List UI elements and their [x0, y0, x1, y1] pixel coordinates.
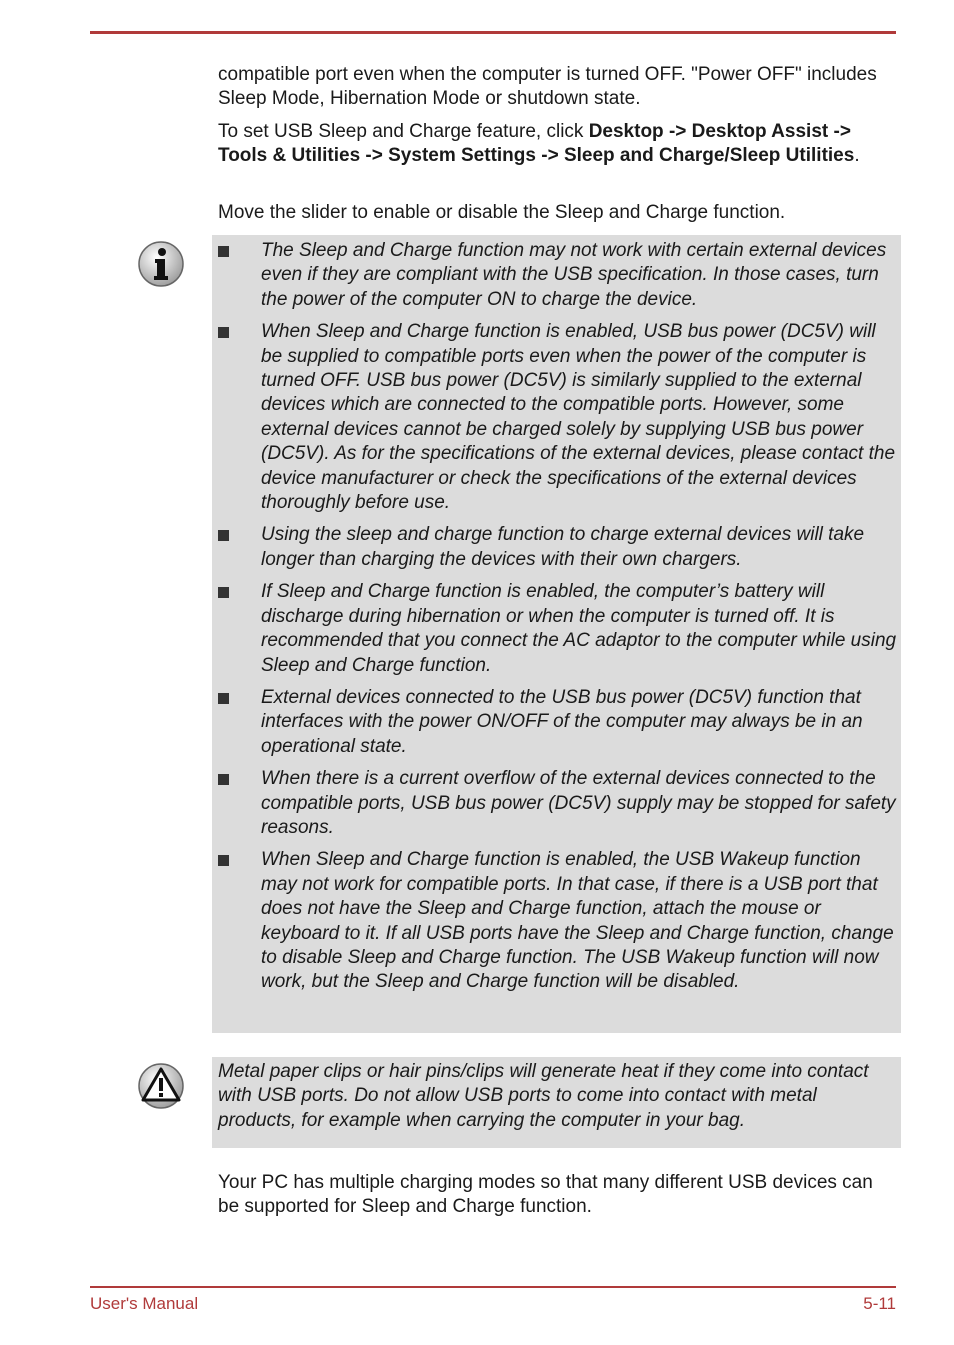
bullet-square-icon [218, 693, 229, 704]
footer-page-number: 5-11 [863, 1294, 896, 1313]
note-item-text: When Sleep and Charge function is enabled, USB bus power (DC5V) will be supplied to compatible ports even when the power of the computer is turned OFF. USB bus power (DC5V) is similarly supplied to the external devices which are connected to the compatible ports. However, some external devices cannot be charged solely by supplying USB bus power (DC5V). As for the specifications of the external devices, please contact the device manufacturer or check the specifications of the external devices thoroughly before use. [261, 321, 896, 514]
warning-text: Metal paper clips or hair pins/clips will generate heat if they come into contact with USB ports. Do not allow USB ports to come into contact with metal products, for example when carrying the computer in your bag. [218, 1061, 869, 1131]
note-item-text: If Sleep and Charge function is enabled, the computer’s battery will discharge during hibernation or when the computer is turned off. It is recommended that you connect the AC adaptor to the computer while using Sleep and Charge function. [261, 581, 897, 676]
note-item-text: When Sleep and Charge function is enabled, the USB Wakeup function may not work for compatible ports. In that case, if there is a USB port that does not have the Sleep and Charge function, attach the mouse or keyboard to it. If all USB ports have the Sleep and Charge function, change to disable Sleep and Charge function. The USB Wakeup function will now work, but the Sleep and Charge function will be disabled. [261, 849, 894, 993]
note-item-text: The Sleep and Charge function may not work with certain external devices even if they are compliant with the USB specification. In those cases, turn the power of the computer ON to charge the device. [261, 240, 887, 310]
list-item [212, 767, 901, 840]
note-item-text: Using the sleep and charge function to charge external devices will take longer than charging the devices with their own chargers. [261, 524, 865, 570]
settings-path-suffix: . [854, 145, 860, 167]
list-item [212, 686, 901, 759]
intro-paragraph: compatible port even when the computer is turned OFF. "Power OFF" includes Sleep Mode, Hibernation Mode or shutdown state. [218, 64, 877, 110]
warning-icon [137, 1062, 185, 1110]
bullet-square-icon [218, 327, 229, 338]
note-item-text: External devices connected to the USB bus power (DC5V) function that interfaces with the power ON/OFF of the computer may always be in an operational state. [261, 686, 863, 757]
list-item [212, 239, 901, 312]
list-item [212, 848, 901, 994]
list-item [212, 320, 901, 515]
note-item-text: When there is a current overflow of the external devices connected to the compatible ports, USB bus power (DC5V) supply may be stopped for safety reasons. [261, 768, 896, 838]
bullet-square-icon [218, 246, 229, 257]
settings-path: Desktop -> Desktop Assist -> Tools & Utilities -> System Settings -> Sleep and Charge/Sleep Utilities [218, 121, 855, 167]
list-item [212, 580, 901, 678]
note-box [212, 235, 901, 1033]
header-rule [90, 31, 896, 34]
footer-manual-title: User's Manual [90, 1294, 199, 1313]
note-list [212, 235, 901, 995]
bullet-square-icon [218, 587, 229, 598]
closing-paragraph: Your PC has multiple charging modes so that many different USB devices can be supported for Sleep and Charge function. [218, 1172, 873, 1218]
info-icon [137, 240, 185, 288]
settings-path-paragraph [218, 120, 898, 169]
slider-paragraph: Move the slider to enable or disable the Sleep and Charge function. [218, 202, 786, 223]
bullet-square-icon [218, 530, 229, 541]
bullet-square-icon [218, 774, 229, 785]
footer-rule [90, 1286, 896, 1288]
bullet-square-icon [218, 855, 229, 866]
warning-box [212, 1057, 901, 1148]
list-item [212, 523, 901, 572]
settings-path-prefix: To set USB Sleep and Charge feature, click [218, 121, 589, 142]
